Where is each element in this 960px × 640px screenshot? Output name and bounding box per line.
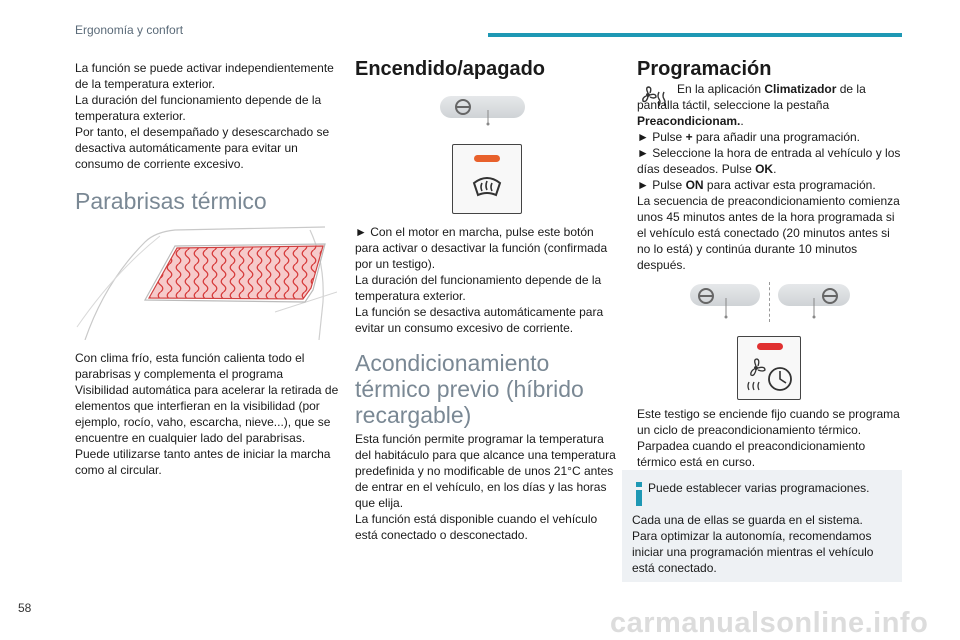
fan-clock-icon (744, 357, 794, 393)
watermark: carmanualsonline.info (610, 607, 929, 639)
body-paragraph: Con clima frío, esta función calienta todo el parabrisas y complementa el programa Visibilidad automática para acelerar la retirada de elementos que interfieran en la visibilidad (por ejemplo, rocío, vaho, escarcha, nieve...), que se encuentre en cualquier lado del parabrisas. (75, 351, 339, 445)
intro-paragraph: Por tanto, el desempañado y desescarchado se desactiva automáticamente para evitar un consumo de corriente excesivo. (75, 125, 330, 171)
preconditioning-heading: Acondicionamiento térmico previo (híbrido recargable) (355, 350, 584, 428)
info-note (622, 470, 902, 582)
app-instruction (637, 81, 901, 129)
text-run: para activar esta programación. (703, 178, 876, 192)
heated-windscreen-text (75, 350, 340, 478)
sequence-paragraph: La secuencia de preacondicionamiento comienza unos 45 minutos antes de la hora programada si el vehículo está conectado (20 minutos antes si no lo está) y continúa durante 10 minutos después. (637, 194, 900, 272)
heated-windscreen-button[interactable] (452, 144, 522, 214)
text-run: ► Seleccione la hora de entrada al vehículo y los días deseados. Pulse (637, 146, 901, 176)
intro-paragraph: La función se puede activar independientemente de la temperatura exterior. (75, 61, 334, 91)
indicator-led (474, 155, 500, 162)
body-paragraph: La función se desactiva automáticamente para evitar un consumo excesivo de corriente. (355, 305, 604, 335)
info-paragraph: Para optimizar la autonomía, recomendamos iniciar una programación mientras el vehículo está conectado. (632, 529, 874, 575)
header-accent-bar (488, 33, 902, 37)
on-off-heading: Encendido/apagado (355, 58, 546, 80)
preconditioning-text (355, 431, 617, 543)
intro-paragraph: La duración del funcionamiento depende de la temperatura exterior. (75, 93, 322, 123)
step-select (637, 145, 901, 177)
ok-label: OK (755, 162, 774, 176)
text-run: . (740, 114, 744, 128)
body-paragraph: Puede utilizarse tanto antes de iniciar la marcha como al circular. (75, 447, 331, 477)
info-icon (634, 482, 644, 506)
preconditioning-indicator-panel (737, 336, 801, 400)
programming-heading: Programación (637, 58, 772, 80)
step-activate (637, 177, 901, 193)
step-add (637, 129, 901, 145)
on-label: ON (685, 178, 704, 192)
plus-label: + (685, 130, 693, 144)
indicator-led (757, 343, 783, 350)
programming-text (637, 81, 901, 273)
body-paragraph: La duración del funcionamiento depende de la temperatura exterior. (355, 273, 602, 303)
preconditioning-tab-label: Preacondicionam. (637, 114, 741, 128)
body-paragraph: Esta función permite programar la temperatura del habitáculo para que alcance una temperatura predefinida y no modificable de unos 21°C antes de entrar en el vehículo, en los días y las horas que elija. (355, 432, 616, 510)
text-run: de la pantalla táctil, seleccione la pestaña (637, 82, 866, 112)
body-paragraph: ► Con el motor en marcha, pulse este botón para activar o desactivar la función (confirmada por un testigo). (355, 225, 608, 271)
text-run: . (773, 162, 777, 176)
steering-positions-icon (690, 284, 850, 324)
text-run: En la aplicación (677, 82, 765, 96)
body-paragraph: La función está disponible cuando el vehículo está conectado o desconectado. (355, 512, 598, 542)
info-text (632, 512, 898, 576)
page-number: 58 (18, 601, 32, 615)
info-first-line: Puede establecer varias programaciones. (648, 481, 870, 495)
text-run: para añadir una programación. (692, 130, 861, 144)
intro-text (75, 60, 340, 172)
heated-windscreen-heading: Parabrisas térmico (75, 188, 267, 214)
text-run: ► Pulse (637, 178, 686, 192)
text-run: ► Pulse (637, 130, 686, 144)
climate-app-label: Climatizador (764, 82, 837, 96)
steering-position-icon (440, 96, 525, 128)
on-off-text (355, 224, 617, 336)
section-title: Ergonomía y confort (75, 23, 184, 37)
heated-windscreen-illustration (75, 222, 337, 340)
info-paragraph: Cada una de ellas se guarda en el sistema. (632, 513, 863, 527)
indicator-description: Este testigo se enciende fijo cuando se programa un ciclo de preacondicionamiento térmico. Parpadea cuando el preacondicionamiento térmico está en curso. (637, 407, 900, 469)
heated-windscreen-icon (471, 173, 503, 201)
